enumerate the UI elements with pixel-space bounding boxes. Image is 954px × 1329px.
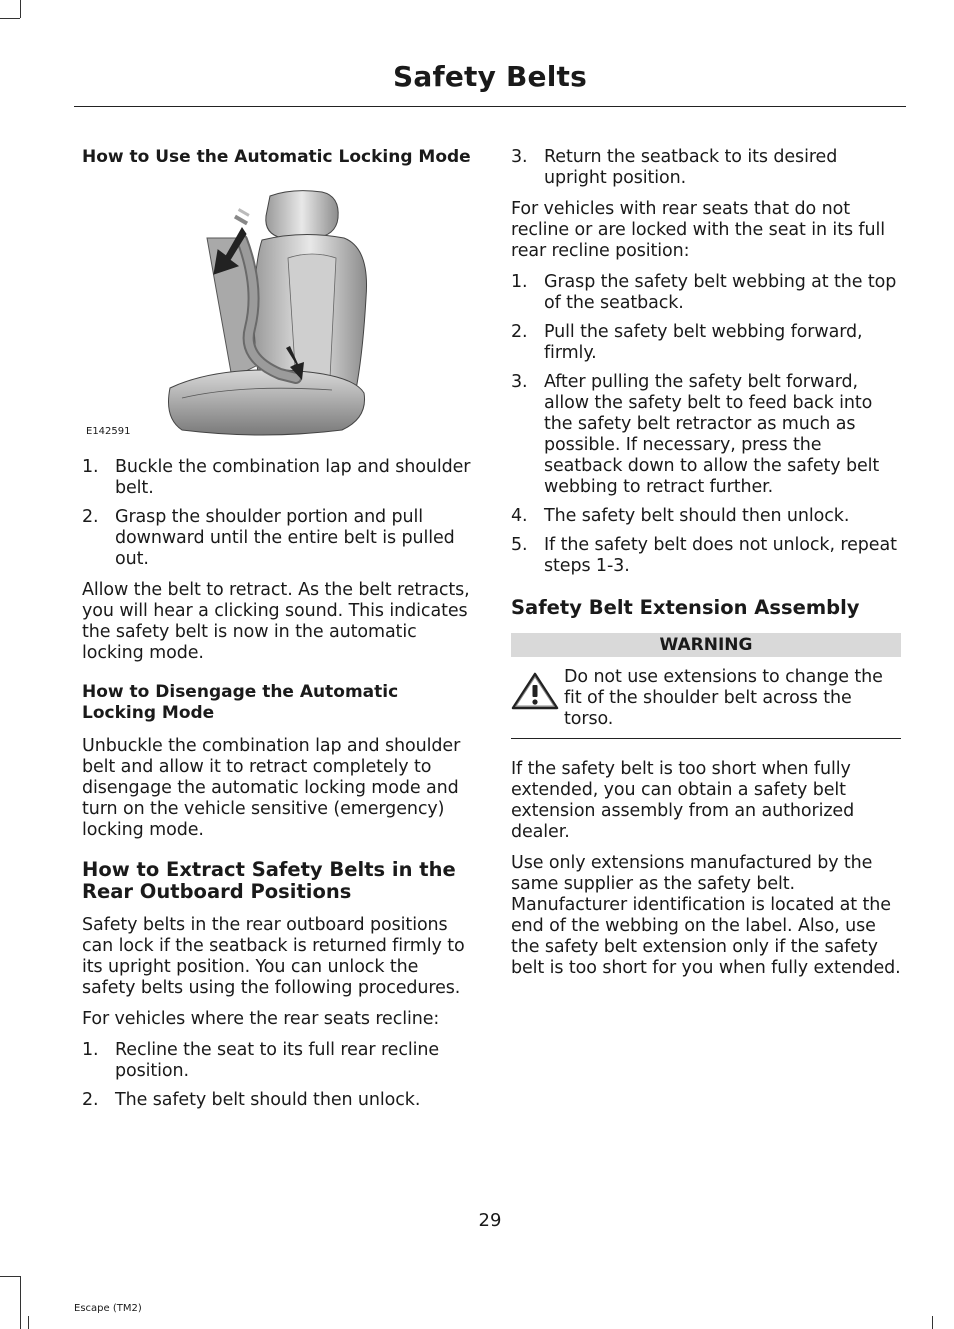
crop-mark	[28, 1316, 29, 1329]
list-text: Recline the seat to its full rear recline position.	[115, 1040, 440, 1081]
paragraph: For vehicles with rear seats that do not recline or are locked with the seat in its full rear recline position:	[511, 199, 886, 261]
crop-mark	[20, 0, 21, 18]
list-item	[511, 372, 901, 498]
list-number: 3.	[511, 147, 528, 167]
seat-illustration	[82, 178, 472, 443]
crop-mark	[0, 1276, 20, 1277]
list-text: After pulling the safety belt forward, allow the safety belt to feed back into the safety belt retractor as much as possible. If necessary, press the seatback down to allow the safety belt webbing to retract further.	[544, 372, 880, 497]
left-column	[82, 147, 472, 1121]
list-item	[511, 322, 901, 364]
list-item	[82, 457, 472, 499]
warning-triangle-icon	[511, 667, 564, 715]
paragraph: Unbuckle the combination lap and shoulder belt and allow it to retract completely to disengage the automatic locking mode and turn on the vehicle sensitive (emergency) locking mode.	[82, 736, 461, 840]
figure-code: E142591	[86, 426, 131, 437]
paragraph: If the safety belt is too short when fully extended, you can obtain a safety belt extension assembly from an authorized dealer.	[511, 759, 855, 842]
list-item	[511, 147, 901, 189]
steps-list-auto-locking	[82, 457, 472, 570]
crop-mark	[932, 1316, 933, 1329]
list-text: Return the seatback to its desired upright position.	[544, 147, 838, 188]
list-number: 1.	[82, 1040, 99, 1060]
section-heading-extract-belts: How to Extract Safety Belts in the Rear Outboard Positions	[82, 858, 456, 903]
warning-text: Do not use extensions to change the fit of the shoulder belt across the torso.	[564, 667, 883, 729]
list-text: The safety belt should then unlock.	[115, 1090, 421, 1110]
page-title: Safety Belts	[393, 60, 587, 93]
header-rule	[74, 106, 906, 107]
list-number: 2.	[511, 322, 528, 342]
list-number: 2.	[82, 507, 99, 527]
right-column	[511, 147, 901, 989]
steps-list-no-recline	[511, 272, 901, 577]
warning-box	[511, 667, 901, 730]
list-item	[511, 535, 901, 577]
paragraph: Use only extensions manufactured by the same supplier as the safety belt. Manufacturer identification is located at the end of the webbing on the label. Also, use the safety belt extension only if the safety belt is too short for you when fully extended.	[511, 853, 901, 978]
paragraph: Safety belts in the rear outboard positions can lock if the seatback is returned firmly to its upright position. You can unlock the safety belts using the following procedures.	[82, 915, 465, 998]
list-item	[82, 1090, 472, 1111]
paragraph: For vehicles where the rear seats recline:	[82, 1009, 440, 1029]
paragraph: Allow the belt to retract. As the belt retracts, you will hear a clicking sound. This indicates the safety belt is now in the automatic locking mode.	[82, 580, 470, 663]
list-text: Buckle the combination lap and shoulder belt.	[115, 457, 471, 498]
section-heading-extension: Safety Belt Extension Assembly	[511, 596, 860, 619]
list-number: 2.	[82, 1090, 99, 1110]
list-item	[82, 1040, 472, 1082]
list-item	[82, 507, 472, 570]
steps-list-recline	[82, 1040, 472, 1111]
list-text: Pull the safety belt webbing forward, firmly.	[544, 322, 863, 363]
list-text: Grasp the shoulder portion and pull downward until the entire belt is pulled out.	[115, 507, 455, 569]
list-text: Grasp the safety belt webbing at the top of the seatback.	[544, 272, 897, 313]
list-number: 1.	[511, 272, 528, 292]
crop-mark	[0, 18, 20, 19]
list-text: If the safety belt does not unlock, repeat steps 1-3.	[544, 535, 897, 576]
warning-banner: WARNING	[511, 633, 901, 657]
list-number: 3.	[511, 372, 528, 392]
list-number: 5.	[511, 535, 528, 555]
list-number: 1.	[82, 457, 99, 477]
list-item	[511, 506, 901, 527]
section-heading-auto-locking: How to Use the Automatic Locking Mode	[82, 147, 471, 167]
list-number: 4.	[511, 506, 528, 526]
warning-rule	[511, 738, 901, 739]
seat-belt-illustration	[82, 178, 472, 443]
page-number: 29	[478, 1210, 502, 1231]
footer-label: Escape (TM2)	[74, 1303, 142, 1314]
list-item	[511, 272, 901, 314]
section-heading-disengage: How to Disengage the Automatic Locking Mode	[82, 682, 399, 723]
crop-mark	[20, 1276, 21, 1329]
steps-list-recline-continued	[511, 147, 901, 189]
list-text: The safety belt should then unlock.	[544, 506, 850, 526]
